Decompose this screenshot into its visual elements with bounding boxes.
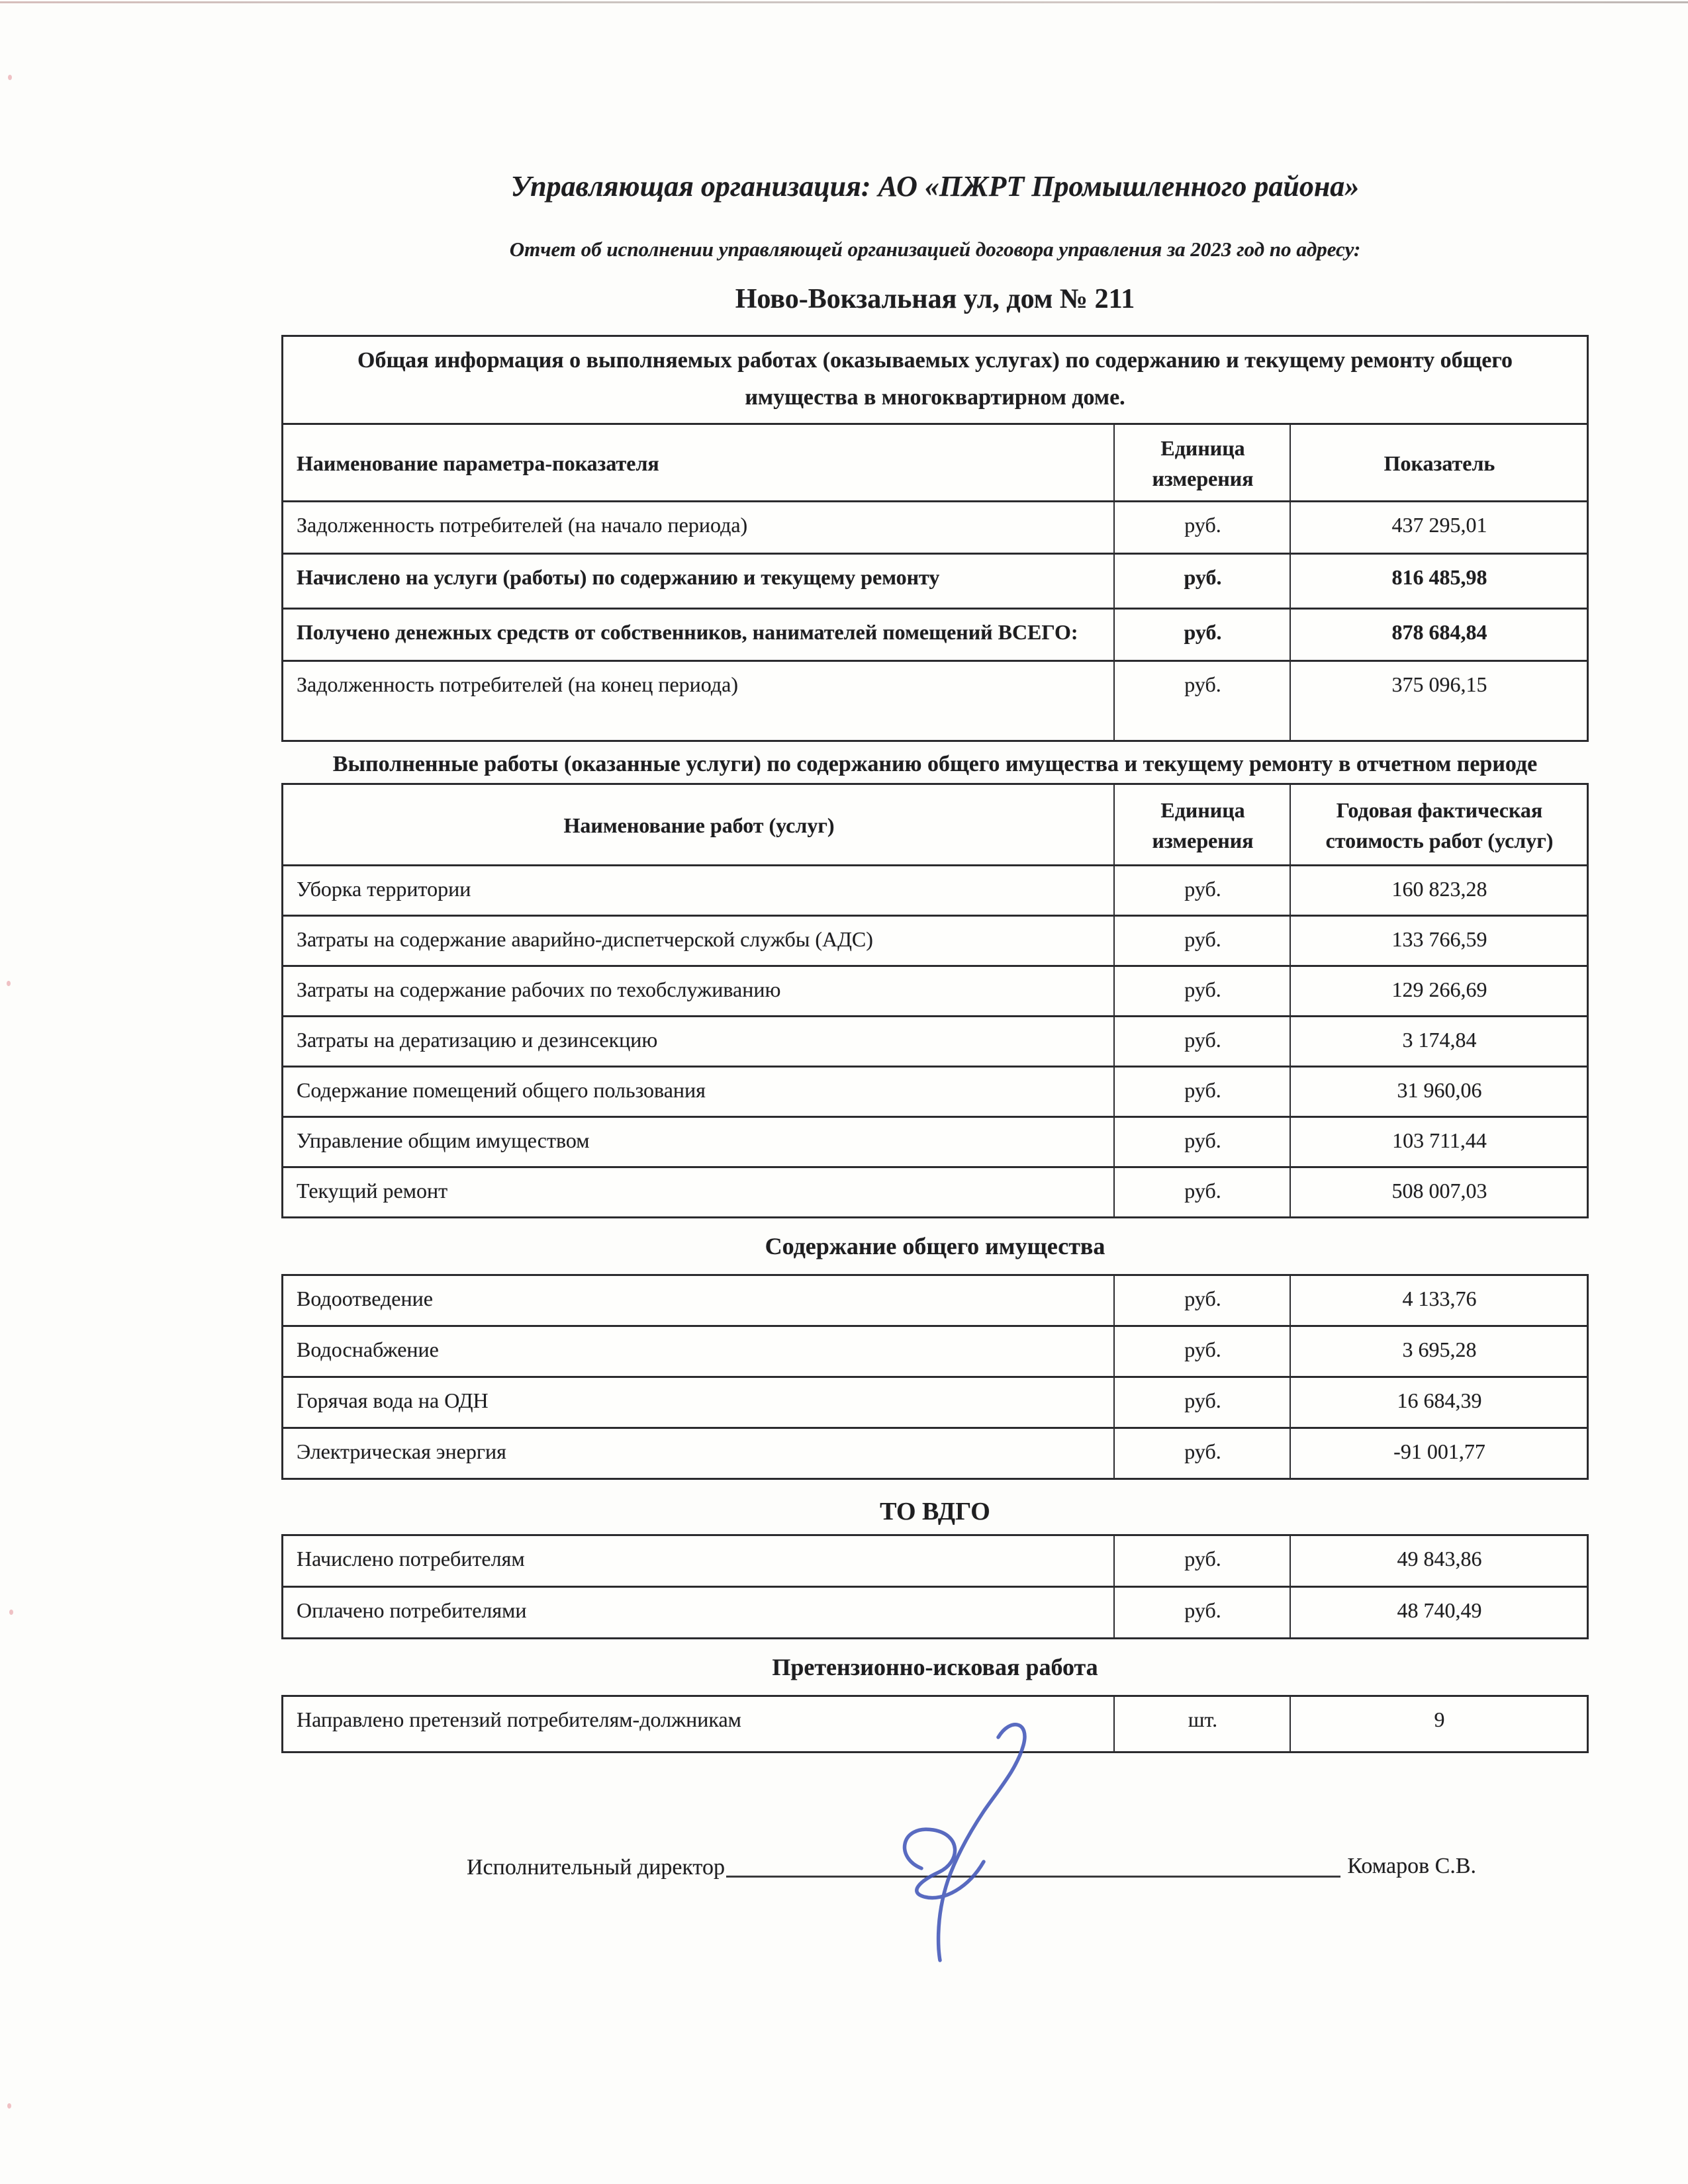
service-name-cell: Горячая вода на ОДН <box>297 1388 489 1412</box>
unit-cell: руб. <box>1113 555 1289 608</box>
unit-cell: руб. <box>1113 1118 1289 1166</box>
table-row <box>283 1276 1587 1327</box>
table-row <box>283 662 1587 740</box>
unit-cell: руб. <box>1113 502 1289 553</box>
table-header-row <box>283 425 1587 502</box>
table-row <box>283 1588 1587 1637</box>
vdgo-name-cell: Начислено потребителям <box>297 1547 525 1570</box>
work-name-cell: Затраты на дератизацию и дезинсекцию <box>297 1028 658 1052</box>
param-name-cell: Получено денежных средств от собственников, нанимателей помещений ВСЕГО: <box>297 620 1078 644</box>
value-cell: 49 843,86 <box>1289 1536 1587 1586</box>
value-cell: 129 266,69 <box>1289 967 1587 1015</box>
work-name-cell: Затраты на содержание аварийно-диспетчерской службы (АДС) <box>297 927 873 951</box>
report-subtitle: Отчет об исполнении управляющей организацией договора управления за 2023 год по адресу: <box>509 238 1361 261</box>
param-name-cell: Задолженность потребителей (на конец периода) <box>297 672 738 696</box>
work-name-header: Наименование работ (услуг) <box>563 813 835 837</box>
section-heading-claims: Претензионно-исковая работа <box>772 1654 1098 1680</box>
table-row <box>283 1536 1587 1588</box>
unit-cell: руб. <box>1113 1588 1289 1637</box>
param-name-cell: Задолженность потребителей (на начало периода) <box>297 513 748 537</box>
table-row <box>283 1378 1587 1429</box>
works-table <box>281 783 1589 1218</box>
service-name-cell: Электрическая энергия <box>297 1439 506 1463</box>
param-name-header: Наименование параметра-показателя <box>297 451 659 475</box>
unit-cell: руб. <box>1113 1276 1289 1325</box>
scan-edge-line <box>0 1 1688 3</box>
vdgo-name-cell: Оплачено потребителями <box>297 1598 527 1622</box>
work-name-cell: Управление общим имуществом <box>297 1128 590 1152</box>
table-header-row <box>283 785 1587 866</box>
service-name-cell: Водоснабжение <box>297 1338 439 1361</box>
vdgo-table <box>281 1534 1589 1639</box>
work-name-cell: Уборка территории <box>297 877 471 901</box>
value-cell: 508 007,03 <box>1289 1168 1587 1216</box>
table-row <box>283 1168 1587 1216</box>
unit-cell: руб. <box>1113 1378 1289 1427</box>
table-row <box>283 1697 1587 1751</box>
maintenance-table <box>281 1274 1589 1480</box>
scan-speck <box>7 981 11 986</box>
value-header: Показатель <box>1289 425 1587 500</box>
value-cell: 16 684,39 <box>1289 1378 1587 1427</box>
table-caption-row <box>283 337 1587 425</box>
unit-cell: руб. <box>1113 917 1289 965</box>
value-cell: 103 711,44 <box>1289 1118 1587 1166</box>
signature-block <box>281 1851 1589 1883</box>
unit-cell: шт. <box>1113 1697 1289 1751</box>
value-cell: 48 740,49 <box>1289 1588 1587 1637</box>
table-caption: Общая информация о выполняемых работах (оказываемых услугах) по содержанию и текущему ремонту общего имущества в многоквартирном доме. <box>357 348 1513 410</box>
table-row <box>283 502 1587 555</box>
general-info-table <box>281 335 1589 742</box>
table-row <box>283 1327 1587 1378</box>
work-name-cell: Содержание помещений общего пользования <box>297 1078 706 1102</box>
document-content <box>281 167 1589 1883</box>
value-cell: -91 001,77 <box>1289 1429 1587 1478</box>
unit-header: Единица измерения <box>1113 425 1289 500</box>
unit-cell: руб. <box>1113 1017 1289 1066</box>
building-address: Ново-Вокзальная ул, дом № 211 <box>735 284 1135 314</box>
table-row <box>283 967 1587 1017</box>
param-name-cell: Начислено на услуги (работы) по содержанию и текущему ремонту <box>297 565 940 589</box>
section-heading-vdgo: ТО ВДГО <box>880 1498 990 1525</box>
unit-cell: руб. <box>1113 1536 1289 1586</box>
table-row <box>283 1118 1587 1168</box>
table-row <box>283 555 1587 610</box>
value-cell: 4 133,76 <box>1289 1276 1587 1325</box>
unit-cell: руб. <box>1113 610 1289 660</box>
table-row <box>283 917 1587 967</box>
value-cell: 9 <box>1289 1697 1587 1751</box>
value-cell: 31 960,06 <box>1289 1068 1587 1116</box>
unit-cell: руб. <box>1113 967 1289 1015</box>
section-heading-works: Выполненные работы (оказанные услуги) по содержанию общего имущества и текущему ремонту в отчетном периоде <box>332 752 1538 776</box>
claims-table <box>281 1695 1589 1753</box>
unit-header: Единица измерения <box>1113 785 1289 864</box>
value-cell: 133 766,59 <box>1289 917 1587 965</box>
value-cell: 437 295,01 <box>1289 502 1587 553</box>
value-cell: 3 695,28 <box>1289 1327 1587 1376</box>
section-heading-maintenance: Содержание общего имущества <box>765 1233 1105 1259</box>
table-row <box>283 1429 1587 1478</box>
unit-cell: руб. <box>1113 1068 1289 1116</box>
value-cell: 160 823,28 <box>1289 866 1587 915</box>
signature-line <box>726 1856 1340 1878</box>
unit-cell: руб. <box>1113 662 1289 740</box>
unit-cell: руб. <box>1113 866 1289 915</box>
value-cell: 816 485,98 <box>1289 555 1587 608</box>
value-cell: 878 684,84 <box>1289 610 1587 660</box>
table-row <box>283 1017 1587 1068</box>
value-cell: 3 174,84 <box>1289 1017 1587 1066</box>
value-cell: 375 096,15 <box>1289 662 1587 740</box>
scan-speck <box>7 2103 11 2109</box>
work-name-cell: Текущий ремонт <box>297 1179 448 1203</box>
scan-speck <box>9 1610 13 1615</box>
work-name-cell: Затраты на содержание рабочих по техобслуживанию <box>297 978 781 1001</box>
signatory-name: Комаров С.В. <box>1347 1854 1476 1878</box>
service-name-cell: Водоотведение <box>297 1287 433 1310</box>
unit-cell: руб. <box>1113 1168 1289 1216</box>
value-header: Годовая фактическая стоимость работ (услуг) <box>1289 785 1587 864</box>
unit-cell: руб. <box>1113 1327 1289 1376</box>
unit-cell: руб. <box>1113 1429 1289 1478</box>
page-title: Управляющая организация: АО «ПЖРТ Промышленного района» <box>510 170 1360 203</box>
signature-title: Исполнительный директор <box>467 1855 725 1880</box>
table-row <box>283 610 1587 662</box>
table-row <box>283 866 1587 917</box>
claim-name-cell: Направлено претензий потребителям-должникам <box>297 1707 741 1731</box>
table-row <box>283 1068 1587 1118</box>
scan-speck <box>8 75 12 80</box>
